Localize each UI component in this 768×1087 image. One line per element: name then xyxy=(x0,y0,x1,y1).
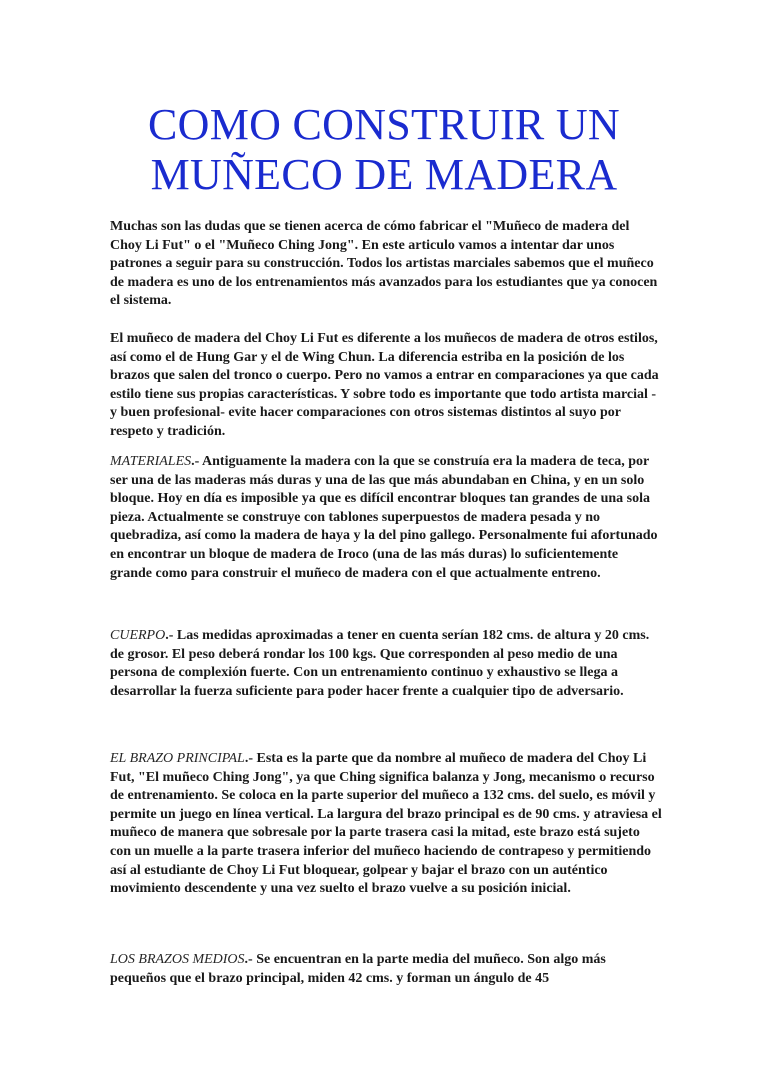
paragraph-text: .- Antiguamente la madera con la que se construía era la madera de teca, por ser una de las maderas más duras y una de las que más abundaban en China, y en un solo bloque. Hoy en día es imposible ya que es difícil encontrar bloques tan grandes de una sola pieza. Actualmente se construye con tablones superpuestos de madera pesada y no quebradiza, así como la madera de haya y la del pino gallego. Personalmente fui afortunado en encontrar un bloque de madera de Iroco (una de las más duras) lo suficientemente grande como para construir el muñeco de madera con el que actualmente entreno. xyxy=(110,454,658,581)
title-line-1: COMO CONSTRUIR UN xyxy=(147,100,621,149)
paragraph-brazos-medios xyxy=(110,951,662,988)
paragraph-styles xyxy=(110,330,662,442)
paragraph-brazo-principal xyxy=(110,750,662,899)
paragraph-text: Muchas son las dudas que se tienen acerca de cómo fabricar el "Muñeco de madera del Choy Li Fut" o el "Muñeco Ching Jong". En este articulo vamos a intentar dar unos patrones a seguir para su construcción. Todos los artistas marciales sabemos que el muñeco de madera es uno de los entrenamientos más avanzados para los estudiantes que ya conocen el sistema. xyxy=(110,219,658,309)
paragraph-text: .- Las medidas aproximadas a tener en cuenta serían 182 cms. de altura y 20 cms. de grosor. El peso deberá rondar los 100 kgs. Que corresponden al peso medio de una persona de complexión fuerte. Con un entrenamiento continuo y exhaustivo se llega a desarrollar la fuerza suficiente para poder hacer frente a cualquier tipo de adversario. xyxy=(110,628,650,699)
paragraph-cuerpo xyxy=(110,627,662,701)
document-title xyxy=(0,100,768,200)
title-line-2: MUÑECO DE MADERA xyxy=(150,150,618,199)
paragraph-intro xyxy=(110,218,662,311)
section-label: CUERPO xyxy=(110,628,166,643)
section-label: MATERIALES xyxy=(110,454,192,469)
paragraph-text: El muñeco de madera del Choy Li Fut es diferente a los muñecos de madera de otros estilos, así como el de Hung Gar y el de Wing Chun. La diferencia estriba en la posición de los brazos que salen del tronco o cuerpo. Pero no vamos a entrar en comparaciones ya que cada estilo tiene sus propias características. Y sobre todo es importante que todo artista marcial -y buen profesional- evite hacer comparaciones con otros sistemas distintos al suyo por respeto y tradición. xyxy=(110,331,659,439)
section-label: EL BRAZO PRINCIPAL xyxy=(110,751,245,766)
section-label: LOS BRAZOS MEDIOS xyxy=(110,952,245,967)
paragraph-text: .- Se encuentran en la parte media del muñeco. Son algo más pequeños que el brazo principal, miden 42 cms. y forman un ángulo de 45 xyxy=(110,952,606,986)
paragraph-materiales xyxy=(110,453,662,583)
paragraph-text: .- Esta es la parte que da nombre al muñeco de madera del Choy Li Fut, "El muñeco Ching Jong", ya que Ching significa balanza y Jong, mecanismo o recurso de entrenamiento. Se coloca en la parte superior del muñeco a 132 cms. del suelo, es móvil y permite un juego en línea vertical. La largura del brazo principal es de 90 cms. y atraviesa el muñeco de manera que sobresale por la parte trasera casi la mitad, este brazo está sujeto con un muelle a la parte trasera inferior del muñeco haciendo de contrapeso y permitiendo así al estudiante de Choy Li Fut bloquear, golpear y bajar el brazo con un auténtico movimiento descendente y una vez suelto el brazo vuelve a su posición inicial. xyxy=(110,751,662,897)
